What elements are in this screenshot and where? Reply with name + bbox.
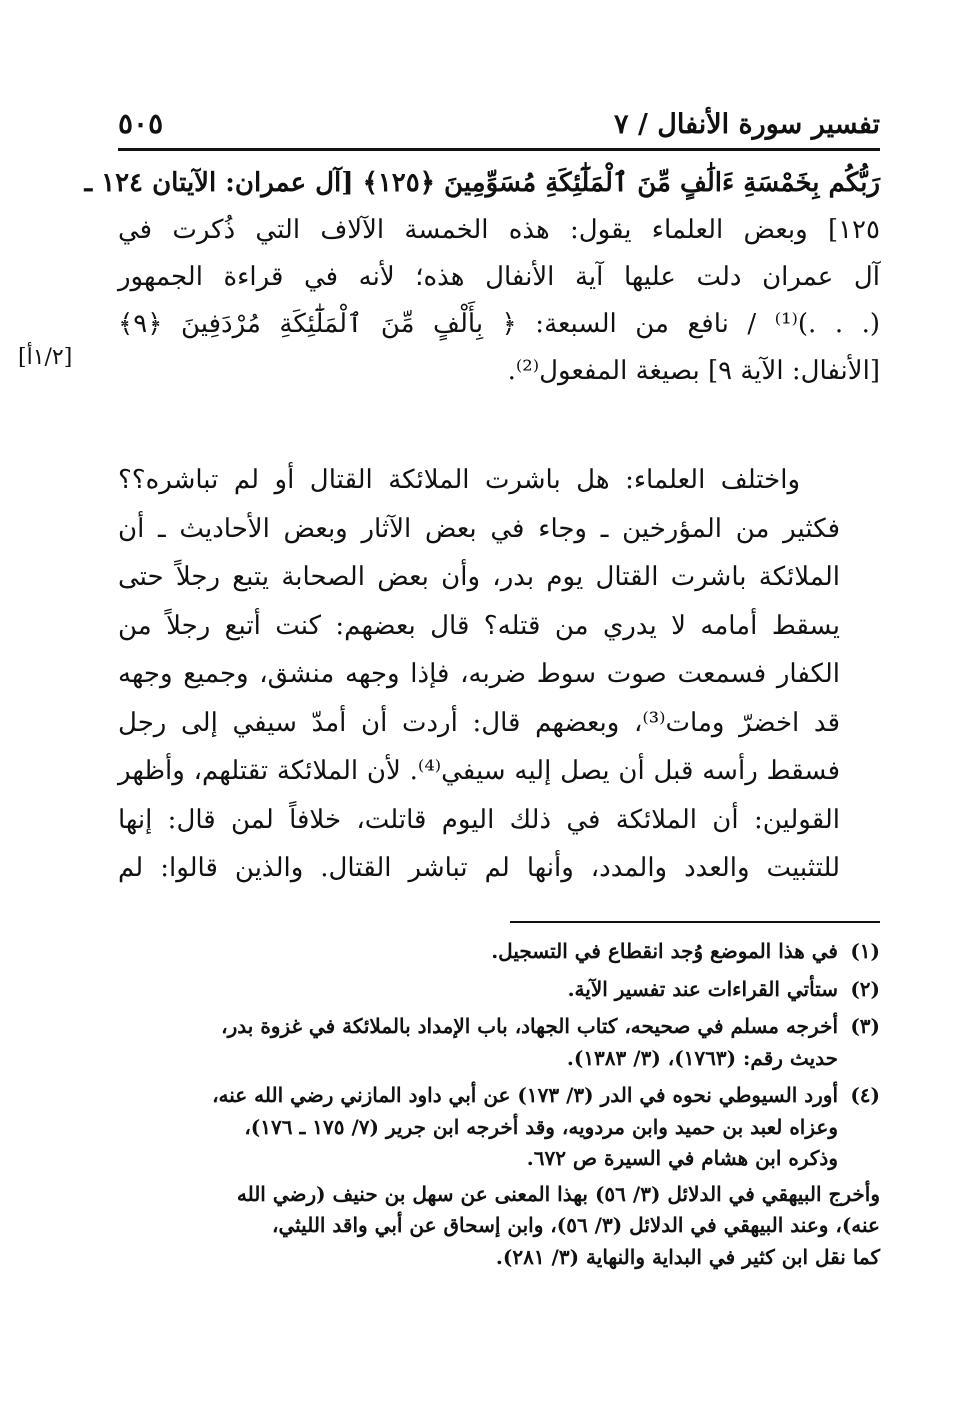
footnote-text [118, 936, 838, 968]
footnote-line: وعزاه لعبد بن حميد وابن مردويه، وقد أخرجه ابن جرير (٧/ ١٧٥ ـ ١٧٦)، [244, 1114, 838, 1139]
footnote-number: (٤) [850, 1083, 880, 1107]
header-title: تفسير سورة الأنفال / ٧ [614, 109, 880, 140]
footnote-number: (١) [850, 939, 880, 963]
text-line: قد اخضرّ ومات⁽³⁾، وبعضهم قال: أردت أن أمدّ سيفي إلى رجل [118, 707, 840, 738]
footnote-text [118, 1011, 838, 1074]
page-number: ٥٠٥ [118, 107, 164, 140]
text-line: واختلف العلماء: هل باشرت الملائكة القتال أو لم تباشره؟؟ [118, 465, 800, 495]
margin-note: [١/٢أ] [18, 345, 73, 370]
footnote-rule [510, 921, 880, 923]
text-line: آل عمران دلت عليها آية الأنفال هذه؛ لأنه في قراءة الجمهور [118, 262, 880, 292]
footnote-4 [118, 1080, 880, 1175]
text-line: للتثبيت والعدد والمدد، وأنها لم تباشر القتال. والذين قالوا: لم [118, 853, 840, 883]
footnote-line: ستأتي القراءات عند تفسير الآية. [567, 976, 838, 1001]
footnote-line: كما نقل ابن كثير في البداية والنهاية (٣/ ٢٨١). [495, 1244, 880, 1269]
text-line: يسقط أمامه لا يدري من قتله؟ قال بعضهم: كنت أتبع رجلاً من [118, 610, 840, 641]
running-header [118, 96, 880, 140]
footnote-number: (٣) [850, 1014, 880, 1038]
text-line: ١٢٥] وبعض العلماء يقول: هذه الخمسة الآلاف التي ذُكرت في [118, 215, 880, 245]
text-line: فسقط رأسه قبل أن يصل إليه سيفي⁽⁴⁾. لأن الملائكة تقتلهم، وأظهر [118, 756, 841, 786]
footnote-line: عنه)، وعند البيهقي في الدلائل (٣/ ٥٦)، وابن إسحاق عن أبي واقد الليثي، [272, 1213, 880, 1237]
text-line: [الأنفال: الآية ٩] بصيغة المفعول⁽²⁾. [507, 356, 880, 386]
text-line: رَبُّكُم بِخَمْسَةِ ءَالَٰفٍ مِّنَ ٱلْمَلَٰٓئِكَةِ مُسَوِّمِينَ ﴿١٢٥﴾ [آل عمران: الآيتان ١٢٤ ـ [84, 168, 880, 198]
footnote-1 [118, 936, 880, 968]
footnote-3 [118, 1011, 880, 1074]
footnote-text [118, 974, 838, 1006]
text-line: الكفار فسمعت صوت سوط ضربه، فإذا وجهه منشق، وجميع وجهه [118, 659, 840, 689]
footnotes [118, 936, 880, 1273]
footnote-line: أورد السيوطي نحوه في الدر (٣/ ١٧٣) عن أبي داود المازني رضي الله عنه، [212, 1083, 838, 1107]
footnote-text [118, 1080, 838, 1175]
header-rule [118, 148, 880, 151]
paragraph-1 [84, 160, 881, 395]
text-line: القولين: أن الملائكة في ذلك اليوم قاتلت، خلافاً لمن قال: إنها [118, 804, 840, 835]
text-line: (. . .)⁽¹⁾ / نافع من السبعة: ﴿ بِأَلْفٍ مِّنَ ٱلْمَلَٰٓئِكَةِ مُرْدَفِينَ ﴿٩﴾ [118, 309, 881, 339]
footnote-4-continuation [118, 1179, 880, 1274]
paragraph-2 [118, 456, 880, 893]
text-line: فكثير من المؤرخين ـ وجاء في بعض الآثار وبعض الأحاديث ـ أن [118, 513, 840, 544]
footnote-line: وذكره ابن هشام في السيرة ص ٦٧٢. [526, 1146, 838, 1170]
footnote-2 [118, 974, 880, 1006]
footnote-line: في هذا الموضع وُجد انقطاع في التسجيل. [491, 939, 838, 963]
footnote-line: حديث رقم: (١٧٦٣)، (٣/ ١٣٨٣). [566, 1045, 838, 1070]
footnote-number: (٢) [850, 976, 880, 1001]
footnote-line: وأخرج البيهقي في الدلائل (٣/ ٥٦) بهذا المعنى عن سهل بن حنيف (رضي الله [236, 1181, 880, 1206]
footnote-line: أخرجه مسلم في صحيحه، كتاب الجهاد، باب الإمداد بالملائكة في غزوة بدر، [221, 1014, 838, 1038]
text-line: الملائكة باشرت القتال يوم بدر، وأن بعض الصحابة يتبع رجلاً حتى [118, 562, 840, 592]
